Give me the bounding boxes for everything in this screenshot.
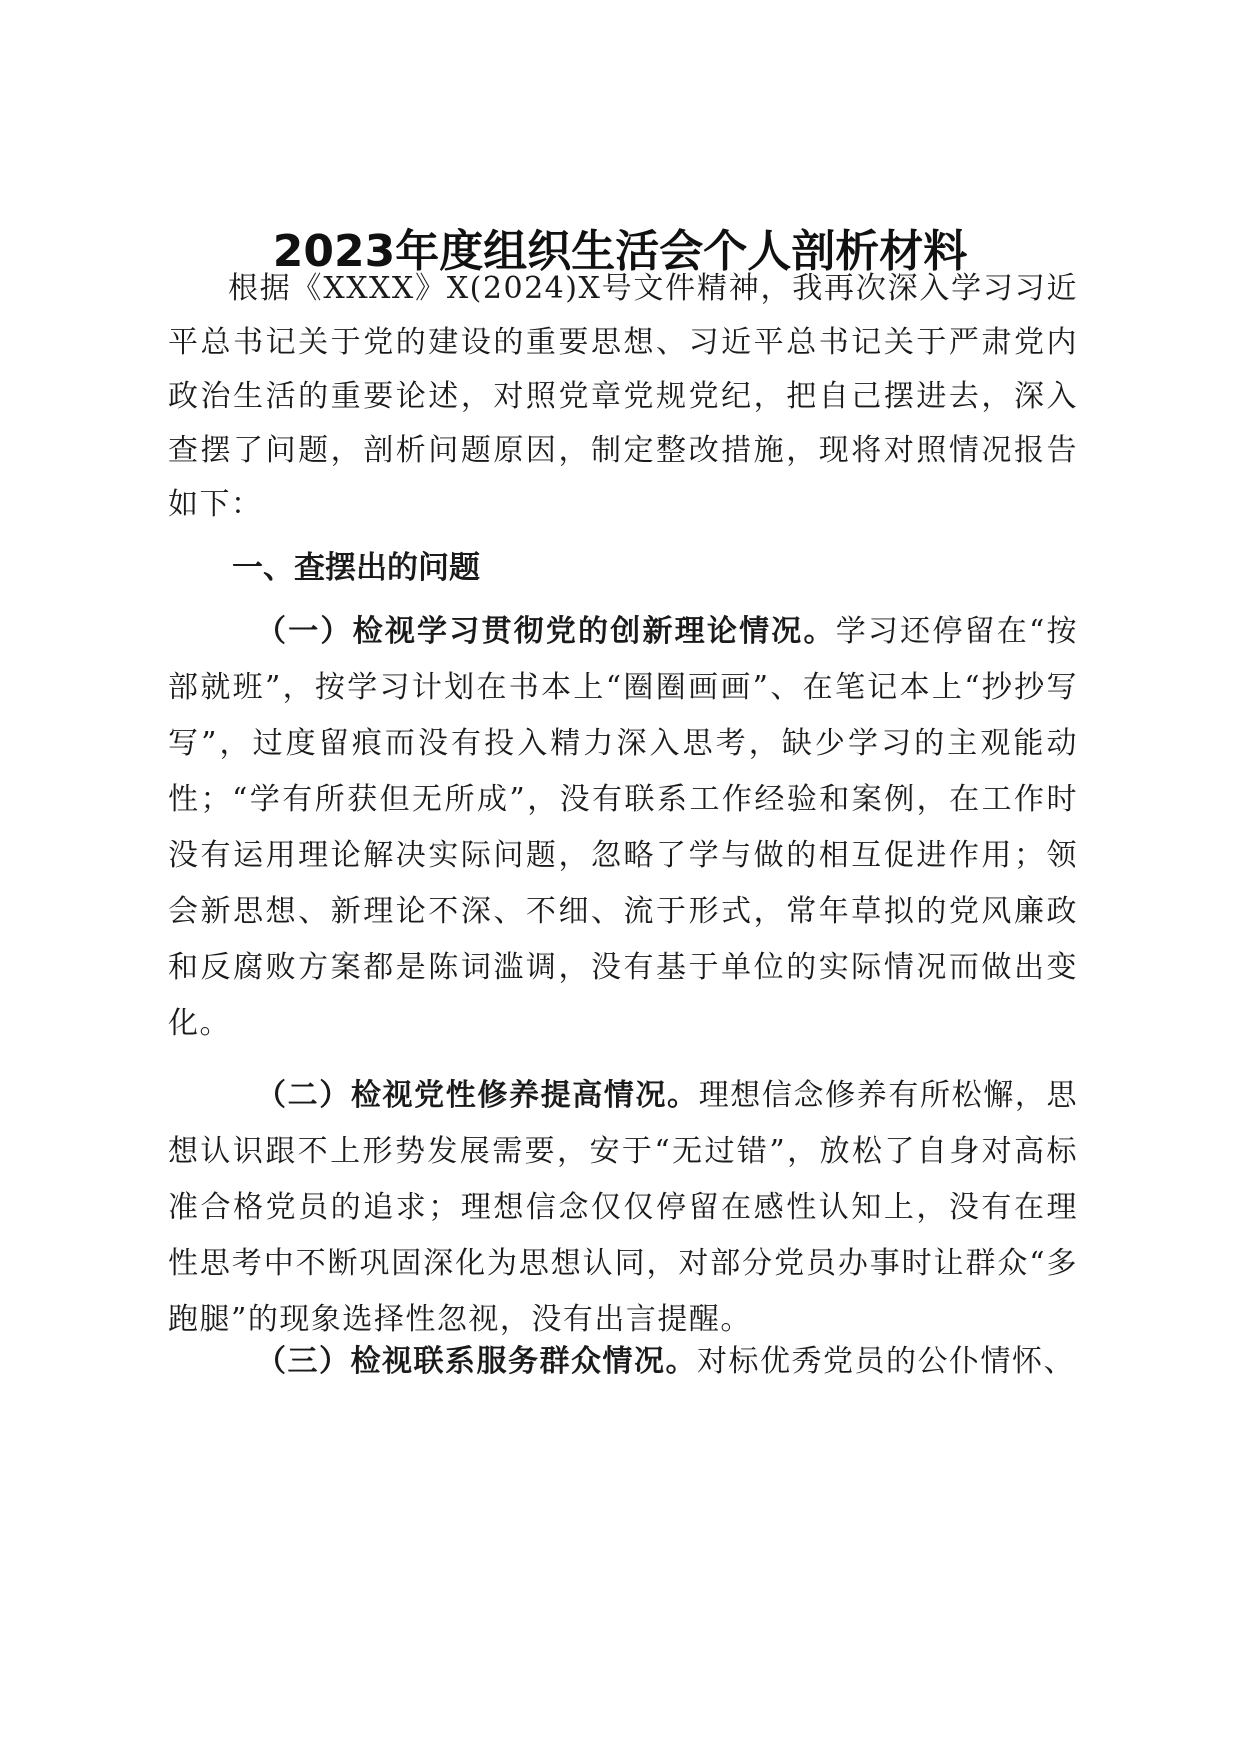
document-title: 2023年度组织生活会个人剖析材料 (272, 226, 968, 277)
list-item (168, 604, 1078, 1052)
item-text: 对标优秀党员的公仆情怀、 (697, 1344, 1075, 1379)
section-heading: 一、查摆出的问题 (232, 550, 480, 586)
item-text: 理想信念修养有所松懈，思想认识跟不上形势发展需要，安于“无过错”，放松了自身对高标准合格党员的追求；理想信念仅仅停留在感性认知上，没有在理性思考中不断巩固深化为思想认同，对部分党员办事时让群众“多跑腿”的现象选择性忽视，没有出言提醒。 (168, 1078, 1079, 1337)
item-text: 学习还停留在“按部就班”，按学习计划在书本上“圈圈画画”、在笔记本上“抄抄写写”，过度留痕而没有投入精力深入思考，缺少学习的主观能动性；“学有所获但无所成”，没有联系工作经验和案例，在工作时没有运用理论解决实际问题，忽略了学与做的相互促进作用；领会新思想、新理论不深、不细、流于形式，常年草拟的党风廉政和反腐败方案都是陈词滥调，没有基于单位的实际情况而做出变化。 (168, 614, 1078, 1041)
list-item (168, 1334, 1078, 1390)
list-item (168, 1068, 1078, 1348)
item-heading: （二）检视党性修养提高情况。 (256, 1078, 699, 1113)
item-heading: （一）检视学习贯彻党的创新理论情况。 (256, 614, 836, 649)
intro-paragraph: 根据《XXXX》X(2024)X号文件精神，我再次深入学习习近平总书记关于党的建设的重要思想、习近平总书记关于严肃党内政治生活的重要论述，对照党章党规党纪，把自己摆进去，深入查摆了问题，剖析问题原因，制定整改措施，现将对照情况报告如下： (168, 271, 1078, 522)
item-heading: （三）检视联系服务群众情况。 (256, 1344, 697, 1379)
